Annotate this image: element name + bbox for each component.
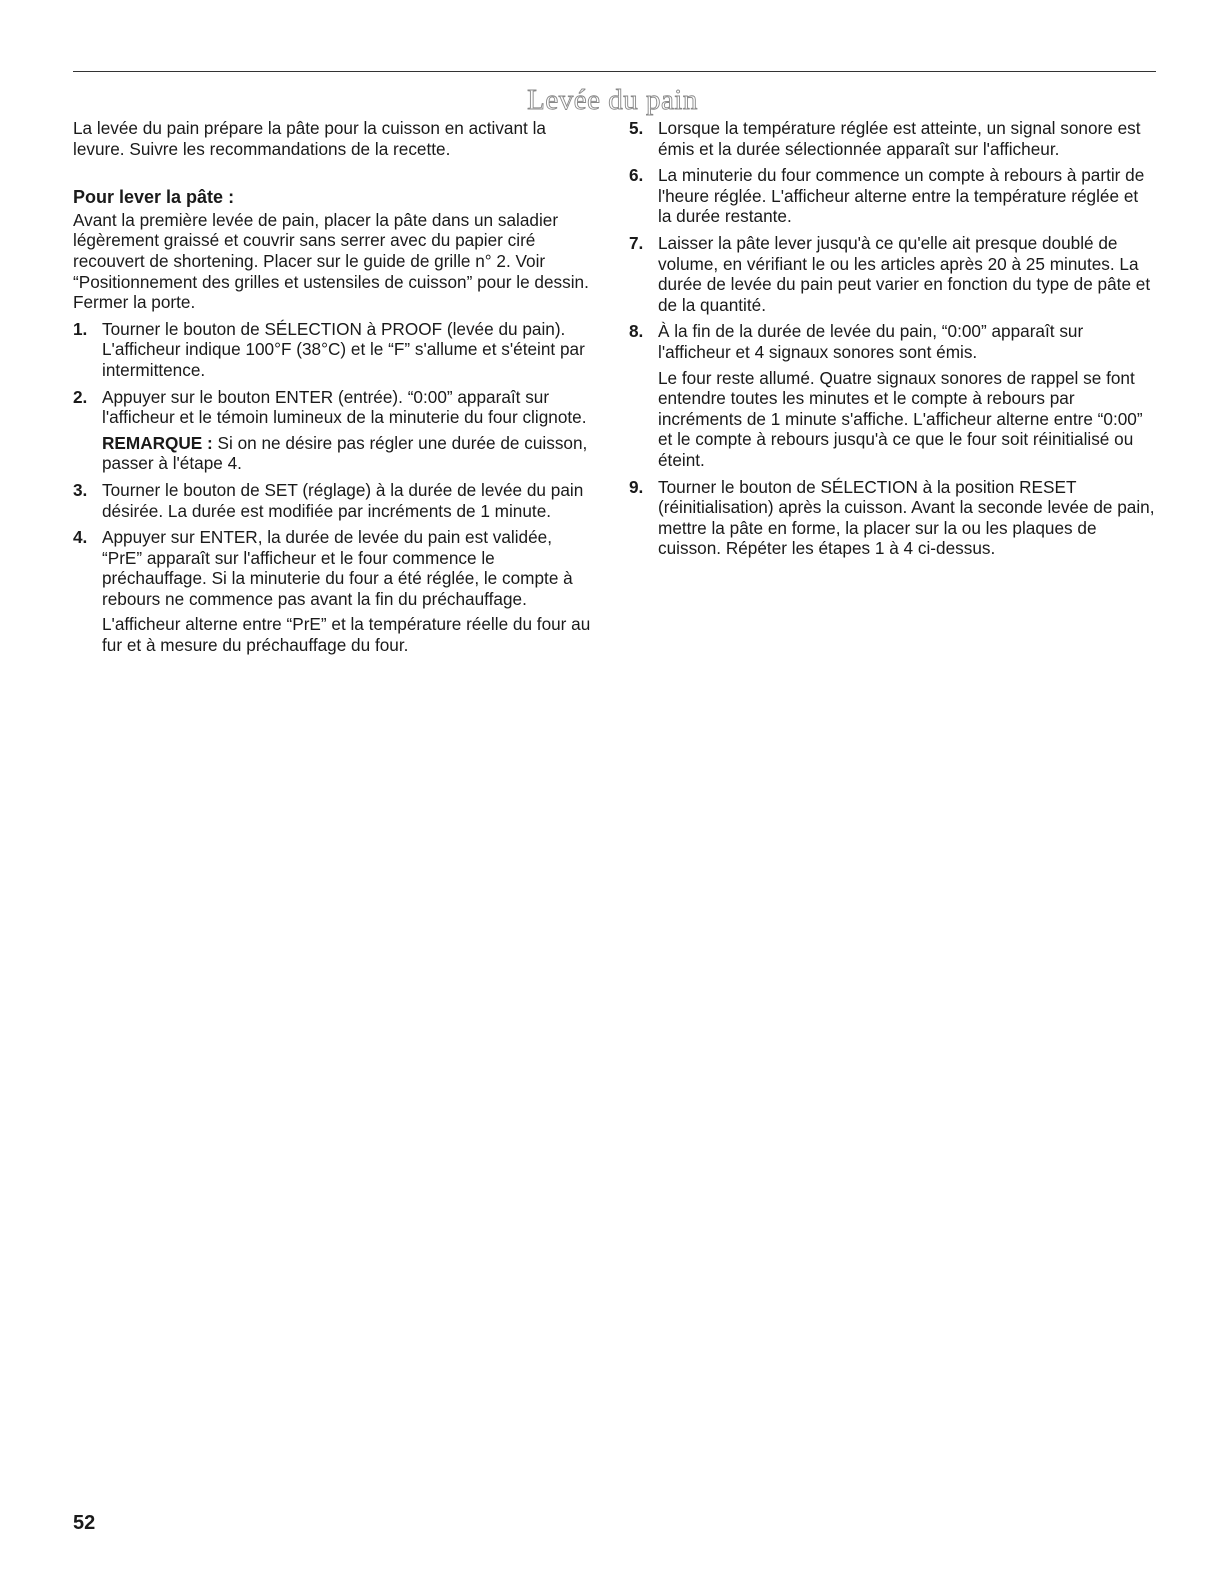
step-2 <box>73 387 595 474</box>
step-1 <box>73 319 595 381</box>
step-extra: L'afficheur alterne entre “PrE” et la température réelle du four au fur et à mesure du préchauffage du four. <box>102 614 591 656</box>
step-text: La minuterie du four commence un compte à rebours à partir de l'heure réglée. L'afficheur alterne entre la température réglée et la durée restante. <box>658 165 1145 227</box>
step-number: 7. <box>629 232 644 253</box>
step-9 <box>629 477 1156 559</box>
step-text: Appuyer sur le bouton ENTER (entrée). “0:00” apparaît sur l'afficheur et le témoin lumineux de la minuterie du four clignote. <box>102 386 587 428</box>
step-number: 1. <box>73 318 88 339</box>
step-extra: Le four reste allumé. Quatre signaux sonores de rappel se font entendre toutes les minutes et le compte à rebours par incréments de 1 minute s'affiche. L'afficheur alterne entre “0:00” et le compte à rebours jusqu'à ce que le four soit réinitialisé ou éteint. <box>658 367 1143 470</box>
step-number: 8. <box>629 321 644 342</box>
step-number: 2. <box>73 386 88 407</box>
step-5 <box>629 118 1156 159</box>
section-heading: Pour lever la pâte : <box>73 187 235 208</box>
step-note <box>102 433 595 474</box>
step-number: 3. <box>73 479 88 500</box>
step-number: 5. <box>629 118 644 138</box>
note-label: REMARQUE : <box>102 432 213 453</box>
note-text: Si on ne désire pas régler une durée de cuisson, passer à l'étape 4. <box>102 432 588 474</box>
step-text: Tourner le bouton de SÉLECTION à la position RESET (réinitialisation) après la cuisson. Avant la seconde levée de pain, mettre la pâte en forme, la placer sur la ou les plaques de cuisson. Répéter les étapes 1 à 4 ci-dessus. <box>658 476 1155 559</box>
step-6 <box>629 165 1156 227</box>
step-number: 9. <box>629 476 644 497</box>
step-text: Tourner le bouton de SET (réglage) à la durée de levée du pain désirée. La durée est modifiée par incréments de 1 minute. <box>102 479 584 521</box>
header-rule <box>73 71 1156 72</box>
step-number: 4. <box>73 527 88 548</box>
page-title: Levée du pain <box>527 84 698 116</box>
step-4 <box>73 527 595 656</box>
step-text: Appuyer sur ENTER, la durée de levée du pain est validée, “PrE” apparaît sur l'afficheur et le four commence le préchauffage. Si la minuterie du four a été réglée, le compte à rebours ne commence pas avant la fin du préchauffage. <box>102 527 573 609</box>
step-text: Tourner le bouton de SÉLECTION à PROOF (levée du pain). L'afficheur indique 100°F (38°C) et le “F” s'allume et s'éteint par intermittence. <box>102 318 585 380</box>
step-number: 6. <box>629 165 644 186</box>
pre-steps-paragraph: Avant la première levée de pain, placer la pâte dans un saladier légèrement graissé et couvrir sans serrer avec du papier ciré recouvert de shortening. Placer sur le guide de grille n° 2. Voir “Positionnement des grilles et ustensiles de cuisson” pour le dessin. Fermer la porte. <box>73 209 589 313</box>
step-text: Laisser la pâte lever jusqu'à ce qu'elle ait presque doublé de volume, en vérifiant le ou les articles après 20 à 25 minutes. La durée de levée du pain peut varier en fonction du type de pâte et de la quantité. <box>658 232 1151 315</box>
page-number: 52 <box>73 1512 96 1534</box>
step-8 <box>629 321 1156 470</box>
intro-paragraph: La levée du pain prépare la pâte pour la cuisson en activant la levure. Suivre les recommandations de la recette. <box>73 118 546 159</box>
step-text: Lorsque la température réglée est atteinte, un signal sonore est émis et la durée sélectionnée apparaît sur l'afficheur. <box>658 118 1141 159</box>
step-text: À la fin de la durée de levée du pain, “0:00” apparaît sur l'afficheur et 4 signaux sonores sont émis. <box>658 321 1084 362</box>
step-3 <box>73 480 595 521</box>
left-column <box>73 118 595 662</box>
right-column <box>629 118 1156 565</box>
step-7 <box>629 233 1156 315</box>
